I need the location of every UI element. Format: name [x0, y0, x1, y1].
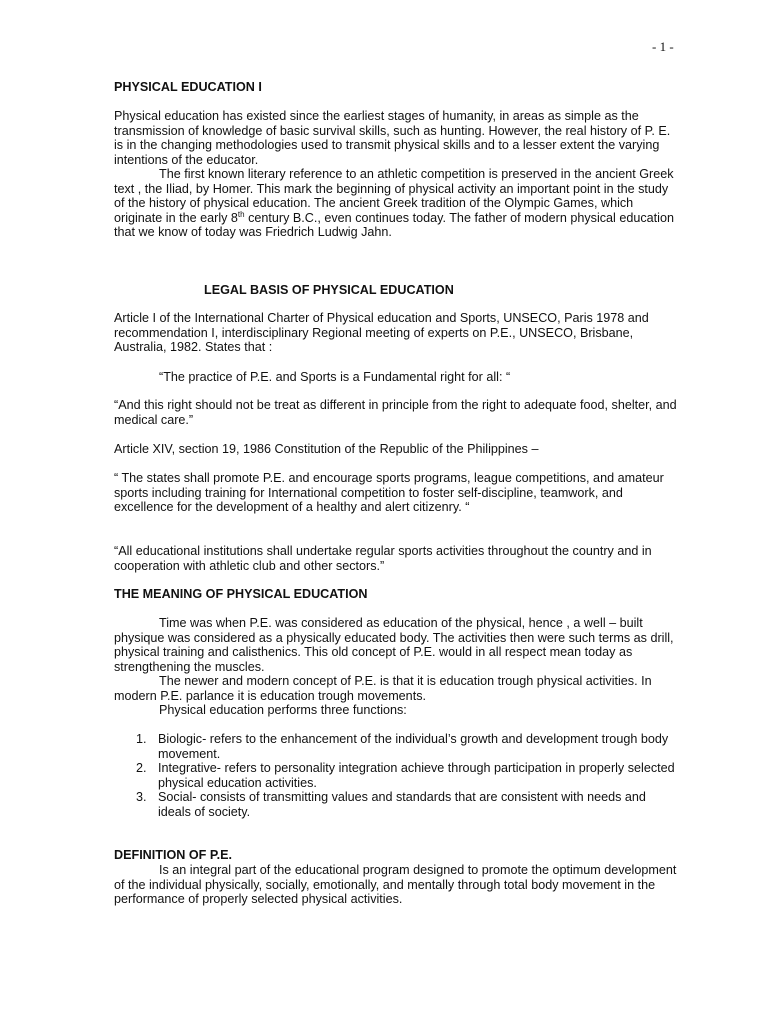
paragraph-charter: Article I of the International Charter of Physical education and Sports, UNSECO, Paris 1978 and recommendation I, interdisciplinary Regional meeting of experts on P.E., UNSECO, Brisbane, Australia, 1982. States that : — [114, 311, 649, 355]
section-heading-meaning: THE MEANING OF PHYSICAL EDUCATION — [114, 587, 368, 601]
list-item-text: Social- consists of transmitting values and standards that are consistent with needs and ideals of society. — [158, 790, 646, 819]
list-number: 3. — [136, 790, 147, 805]
list-number: 1. — [136, 732, 147, 746]
list-item-text: Biologic- refers to the enhancement of the individual’s growth and development trough body movement. — [158, 732, 669, 761]
paragraph-history-greek — [114, 167, 680, 240]
list-number: 2. — [136, 761, 147, 776]
paragraph-definition: Is an integral part of the educational program designed to promote the optimum development of the individual physically, socially, emotionally, and mentally through total body movement in the performance of properly selected physical activities. — [114, 863, 677, 907]
paragraph-old-concept: Time was when P.E. was considered as education of the physical, hence , a well – built physique was considered as a physically educated body. The activities then were such terms as drill, physical training and calisthenics. This old concept of P.E. would in all respect mean today as strengthening the muscles. — [114, 616, 674, 674]
section-heading-physical-education-i: PHYSICAL EDUCATION I — [114, 80, 262, 94]
functions-list — [114, 732, 680, 820]
list-item — [114, 761, 680, 790]
page-number: - 1 - — [652, 39, 674, 54]
quote-educational-institutions: “All educational institutions shall undertake regular sports activities throughout the country and in cooperation with athletic club and other sectors.” — [114, 544, 652, 573]
list-item — [114, 732, 680, 761]
quote-states-promote: “ The states shall promote P.E. and encourage sports programs, league competitions, and amateur sports including training for International competition to foster self-discipline, teamwork, and excellence for the development of a healthy and alert citizenry. “ — [114, 471, 664, 515]
quote-fundamental-right: “The practice of P.E. and Sports is a Fundamental right for all: “ — [159, 370, 511, 384]
list-item-text: Integrative- refers to personality integration achieve through participation in properly selected physical education activities. — [158, 761, 675, 790]
ordinal-superscript: th — [237, 209, 245, 219]
list-item — [114, 790, 680, 819]
paragraph-three-functions: Physical education performs three functions: — [159, 703, 407, 717]
paragraph-history-intro: Physical education has existed since the earliest stages of humanity, in areas as simple as the transmission of knowledge of basic survival skills, such as hunting. However, the real history of P. E. is in the changing methodologies used to transmit physical skills and to a lesser extent the varying intentions of the educator. — [114, 109, 671, 167]
paragraph-text: century B.C., even continues today. The father of modern physical education that we know of today was Friedrich Ludwig Jahn. — [114, 210, 674, 240]
paragraph-modern-concept: The newer and modern concept of P.E. is that it is education trough physical activities. In modern P.E. parlance it is education trough movements. — [114, 674, 652, 703]
paragraph-text: The first known literary reference to an athletic competition is preserved in the ancient Greek text , the Iliad, by Homer. This mark the beginning of physical activity an important point in the study of the history of physical education. The ancient Greek tradition of the Olympic Games, which originate in the early 8 — [114, 167, 674, 225]
section-heading-legal-basis: LEGAL BASIS OF PHYSICAL EDUCATION — [204, 283, 454, 297]
section-heading-definition: DEFINITION OF P.E. — [114, 848, 233, 862]
paragraph-constitution: Article XIV, section 19, 1986 Constitution of the Republic of the Philippines – — [114, 442, 539, 456]
quote-adequate-food: “And this right should not be treat as different in principle from the right to adequate food, shelter, and medical care.” — [114, 398, 677, 427]
